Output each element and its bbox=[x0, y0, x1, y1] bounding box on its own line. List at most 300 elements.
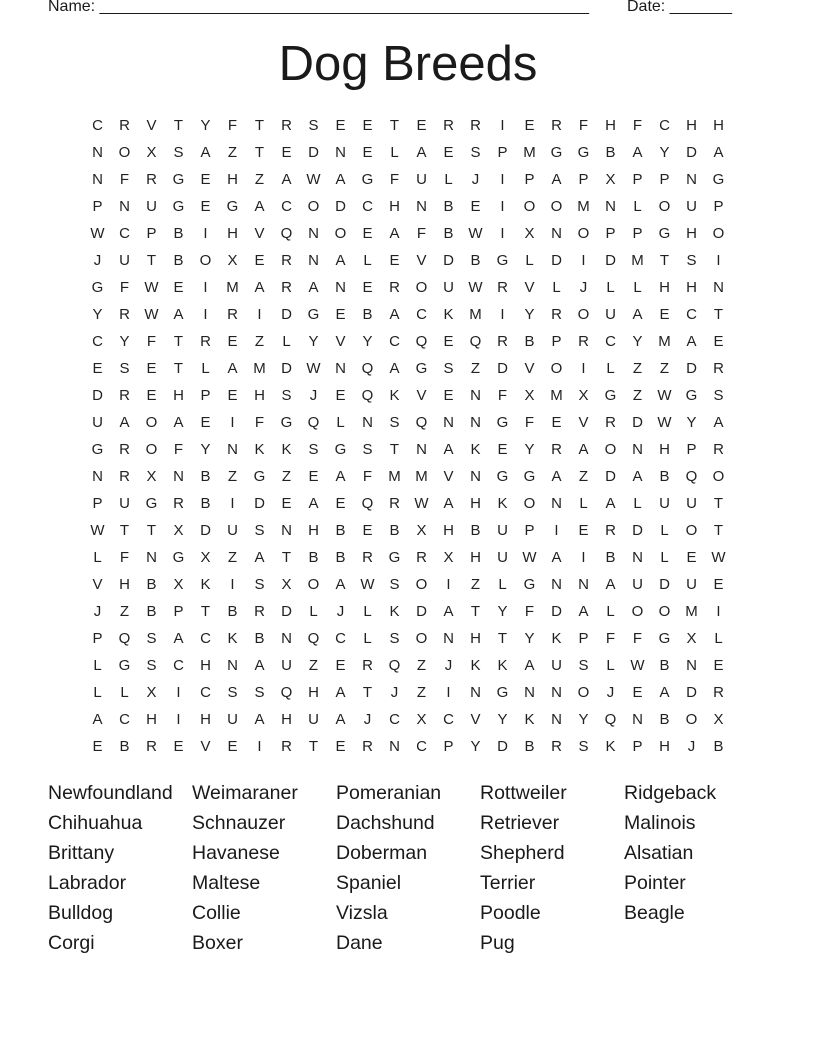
grid-letter: E bbox=[713, 576, 724, 593]
grid-letter: E bbox=[497, 441, 508, 458]
word-list-item: Malinois bbox=[624, 812, 696, 834]
grid-letter: B bbox=[659, 468, 670, 485]
grid-letter: D bbox=[605, 468, 616, 485]
grid-letter: I bbox=[500, 306, 505, 323]
grid-letter: E bbox=[335, 117, 346, 134]
grid-letter: R bbox=[389, 495, 400, 512]
grid-letter: C bbox=[443, 711, 454, 728]
grid-letter: A bbox=[308, 495, 319, 512]
grid-letter: S bbox=[146, 657, 157, 674]
grid-letter: N bbox=[389, 738, 400, 755]
grid-letter: D bbox=[632, 522, 643, 539]
word-list-item: Poodle bbox=[480, 902, 541, 924]
grid-letter: N bbox=[470, 414, 481, 431]
word-list-item: Alsatian bbox=[624, 842, 694, 864]
page-title: Dog Breeds bbox=[278, 37, 538, 91]
grid-letter: L bbox=[579, 495, 588, 512]
grid-letter: G bbox=[226, 198, 239, 215]
grid-letter: T bbox=[713, 522, 724, 539]
grid-letter: E bbox=[524, 117, 535, 134]
grid-letter: X bbox=[146, 684, 157, 701]
grid-letter: Q bbox=[388, 657, 401, 674]
grid-letter: R bbox=[713, 360, 724, 377]
grid-letter: V bbox=[524, 279, 535, 296]
grid-letter: R bbox=[713, 441, 724, 458]
grid-letter: G bbox=[685, 387, 698, 404]
grid-letter: P bbox=[92, 630, 103, 647]
grid-letter: G bbox=[172, 549, 185, 566]
grid-letter: H bbox=[659, 279, 670, 296]
grid-letter: D bbox=[497, 360, 508, 377]
grid-letter: C bbox=[362, 198, 373, 215]
grid-letter: A bbox=[389, 225, 400, 242]
grid-letter: D bbox=[686, 684, 697, 701]
grid-letter: Z bbox=[632, 387, 643, 404]
grid-letter: I bbox=[500, 171, 505, 188]
grid-letter: P bbox=[443, 738, 454, 755]
grid-letter: O bbox=[658, 198, 671, 215]
grid-letter: B bbox=[146, 576, 157, 593]
grid-letter: Q bbox=[361, 387, 374, 404]
grid-letter: F bbox=[119, 171, 130, 188]
grid-letter: T bbox=[173, 117, 184, 134]
grid-letter: F bbox=[524, 603, 535, 620]
grid-letter: R bbox=[173, 495, 184, 512]
grid-letter: V bbox=[416, 252, 427, 269]
grid-letter: A bbox=[92, 711, 103, 728]
grid-letter: D bbox=[686, 360, 697, 377]
grid-letter: A bbox=[281, 171, 292, 188]
grid-letter: L bbox=[444, 171, 453, 188]
grid-letter: M bbox=[388, 468, 401, 485]
grid-letter: H bbox=[173, 387, 184, 404]
grid-letter: S bbox=[686, 252, 697, 269]
grid-letter: N bbox=[686, 657, 697, 674]
grid-letter: Z bbox=[254, 171, 265, 188]
grid-letter: X bbox=[524, 387, 535, 404]
grid-letter: I bbox=[554, 522, 559, 539]
grid-letter: L bbox=[363, 252, 372, 269]
word-list-item: Corgi bbox=[48, 932, 95, 954]
grid-letter: R bbox=[146, 738, 157, 755]
grid-letter: G bbox=[280, 414, 293, 431]
grid-letter: O bbox=[415, 279, 428, 296]
grid-letter: A bbox=[713, 414, 724, 431]
grid-letter: F bbox=[119, 549, 130, 566]
grid-letter: G bbox=[496, 414, 509, 431]
grid-letter: X bbox=[173, 522, 184, 539]
word-list-item: Ridgeback bbox=[624, 782, 717, 804]
grid-letter: U bbox=[281, 657, 292, 674]
grid-letter: A bbox=[416, 144, 427, 161]
grid-letter: A bbox=[173, 306, 184, 323]
grid-letter: S bbox=[308, 117, 319, 134]
grid-letter: N bbox=[632, 441, 643, 458]
grid-letter: U bbox=[92, 414, 103, 431]
grid-letter: I bbox=[176, 684, 181, 701]
grid-letter: S bbox=[254, 684, 265, 701]
grid-letter: E bbox=[254, 252, 265, 269]
grid-letter: E bbox=[335, 657, 346, 674]
grid-letter: B bbox=[254, 630, 265, 647]
grid-letter: D bbox=[686, 144, 697, 161]
grid-letter: N bbox=[308, 252, 319, 269]
grid-letter: F bbox=[578, 117, 589, 134]
grid-letter: X bbox=[173, 576, 184, 593]
grid-letter: X bbox=[227, 252, 238, 269]
grid-letter: B bbox=[659, 657, 670, 674]
grid-letter: A bbox=[632, 468, 643, 485]
grid-letter: N bbox=[92, 144, 103, 161]
grid-letter: N bbox=[227, 441, 238, 458]
grid-letter: O bbox=[550, 360, 563, 377]
grid-letter: A bbox=[389, 306, 400, 323]
grid-letter: E bbox=[173, 738, 184, 755]
grid-letter: H bbox=[281, 711, 292, 728]
grid-letter: I bbox=[500, 117, 505, 134]
word-list-item: Rottweiler bbox=[480, 782, 567, 804]
grid-letter: H bbox=[686, 225, 697, 242]
grid-letter: L bbox=[606, 279, 615, 296]
grid-letter: K bbox=[524, 711, 535, 728]
grid-letter: T bbox=[713, 306, 724, 323]
grid-letter: U bbox=[227, 711, 238, 728]
grid-letter: V bbox=[524, 360, 535, 377]
grid-letter: M bbox=[658, 333, 671, 350]
grid-letter: N bbox=[551, 576, 562, 593]
grid-letter: W bbox=[657, 387, 672, 404]
grid-letter: L bbox=[606, 360, 615, 377]
grid-letter: M bbox=[577, 198, 590, 215]
grid-letter: E bbox=[227, 333, 238, 350]
grid-letter: I bbox=[446, 576, 451, 593]
grid-letter: S bbox=[470, 144, 481, 161]
grid-letter: W bbox=[144, 306, 159, 323]
grid-letter: A bbox=[632, 306, 643, 323]
grid-letter: A bbox=[551, 468, 562, 485]
grid-letter: I bbox=[230, 414, 235, 431]
grid-letter: O bbox=[523, 198, 536, 215]
grid-letter: G bbox=[118, 657, 131, 674]
grid-letter: W bbox=[468, 279, 483, 296]
grid-letter: M bbox=[469, 306, 482, 323]
grid-letter: C bbox=[416, 306, 427, 323]
grid-letter: R bbox=[551, 738, 562, 755]
grid-letter: N bbox=[632, 711, 643, 728]
grid-letter: I bbox=[230, 495, 235, 512]
grid-letter: F bbox=[416, 225, 427, 242]
grid-letter: G bbox=[604, 387, 617, 404]
grid-letter: R bbox=[200, 333, 211, 350]
grid-letter: R bbox=[227, 306, 238, 323]
grid-letter: O bbox=[415, 576, 428, 593]
grid-letter: A bbox=[335, 468, 346, 485]
grid-letter: P bbox=[632, 738, 643, 755]
grid-letter: Q bbox=[280, 225, 293, 242]
grid-letter: Q bbox=[118, 630, 131, 647]
word-list-item: Bulldog bbox=[48, 902, 114, 924]
grid-letter: K bbox=[470, 441, 481, 458]
grid-letter: F bbox=[605, 630, 616, 647]
grid-letter: A bbox=[551, 549, 562, 566]
grid-letter: Z bbox=[470, 360, 481, 377]
grid-letter: H bbox=[227, 171, 238, 188]
grid-letter: G bbox=[550, 144, 563, 161]
grid-letter: P bbox=[713, 198, 724, 215]
grid-letter: P bbox=[578, 171, 589, 188]
word-list-item: Dane bbox=[336, 932, 383, 954]
grid-letter: Y bbox=[524, 441, 535, 458]
grid-letter: R bbox=[551, 306, 562, 323]
word-list-item: Newfoundland bbox=[48, 782, 173, 804]
grid-letter: J bbox=[363, 711, 372, 728]
grid-letter: I bbox=[203, 225, 208, 242]
grid-letter: A bbox=[335, 252, 346, 269]
grid-letter: D bbox=[605, 252, 616, 269]
grid-letter: S bbox=[227, 684, 238, 701]
grid-letter: B bbox=[605, 144, 616, 161]
grid-letter: S bbox=[389, 576, 400, 593]
grid-letter: L bbox=[660, 522, 669, 539]
grid-letter: O bbox=[415, 630, 428, 647]
grid-letter: D bbox=[308, 144, 319, 161]
grid-letter: K bbox=[470, 657, 481, 674]
grid-letter: I bbox=[500, 225, 505, 242]
grid-letter: V bbox=[443, 468, 454, 485]
grid-letter: F bbox=[254, 414, 265, 431]
grid-letter: B bbox=[389, 522, 400, 539]
grid-letter: Y bbox=[632, 333, 643, 350]
grid-letter: T bbox=[362, 684, 373, 701]
grid-letter: P bbox=[92, 495, 103, 512]
grid-letter: G bbox=[577, 144, 590, 161]
grid-letter: S bbox=[281, 387, 292, 404]
grid-letter: E bbox=[551, 414, 562, 431]
grid-letter: C bbox=[173, 657, 184, 674]
grid-letter: Y bbox=[470, 738, 481, 755]
grid-letter: Z bbox=[578, 468, 589, 485]
grid-letter: A bbox=[632, 144, 643, 161]
grid-letter: J bbox=[687, 738, 696, 755]
grid-letter: A bbox=[254, 549, 265, 566]
grid-letter: D bbox=[551, 603, 562, 620]
grid-letter: W bbox=[468, 225, 483, 242]
grid-letter: Q bbox=[280, 684, 293, 701]
grid-letter: X bbox=[605, 171, 616, 188]
grid-letter: B bbox=[146, 603, 157, 620]
grid-letter: N bbox=[416, 198, 427, 215]
grid-letter: U bbox=[119, 252, 130, 269]
grid-letter: X bbox=[686, 630, 697, 647]
grid-letter: V bbox=[335, 333, 346, 350]
grid-letter: E bbox=[146, 387, 157, 404]
grid-letter: D bbox=[92, 387, 103, 404]
grid-letter: G bbox=[334, 441, 347, 458]
grid-letter: O bbox=[550, 198, 563, 215]
grid-letter: N bbox=[524, 684, 535, 701]
grid-letter: Z bbox=[254, 333, 265, 350]
grid-letter: O bbox=[712, 468, 725, 485]
grid-letter: Z bbox=[227, 468, 238, 485]
grid-letter: E bbox=[443, 144, 454, 161]
grid-letter: I bbox=[203, 306, 208, 323]
grid-letter: V bbox=[578, 414, 589, 431]
grid-letter: H bbox=[146, 711, 157, 728]
grid-letter: B bbox=[524, 738, 535, 755]
grid-letter: N bbox=[173, 468, 184, 485]
grid-letter: U bbox=[227, 522, 238, 539]
grid-letter: T bbox=[389, 117, 400, 134]
grid-letter: P bbox=[632, 225, 643, 242]
grid-letter: E bbox=[335, 387, 346, 404]
grid-letter: H bbox=[200, 657, 211, 674]
grid-letter: L bbox=[390, 144, 399, 161]
grid-letter: L bbox=[633, 495, 642, 512]
grid-letter: J bbox=[444, 657, 453, 674]
grid-letter: F bbox=[632, 630, 643, 647]
grid-letter: S bbox=[308, 441, 319, 458]
grid-letter: K bbox=[200, 576, 211, 593]
grid-letter: C bbox=[416, 738, 427, 755]
grid-letter: G bbox=[658, 225, 671, 242]
grid-letter: T bbox=[470, 603, 481, 620]
grid-letter: Q bbox=[361, 495, 374, 512]
grid-letter: N bbox=[551, 711, 562, 728]
grid-letter: E bbox=[335, 306, 346, 323]
grid-letter: W bbox=[90, 225, 105, 242]
grid-letter: E bbox=[227, 387, 238, 404]
grid-letter: D bbox=[497, 738, 508, 755]
grid-letter: A bbox=[605, 576, 616, 593]
grid-letter: Y bbox=[524, 306, 535, 323]
grid-letter: A bbox=[578, 441, 589, 458]
grid-letter: R bbox=[605, 522, 616, 539]
grid-letter: F bbox=[146, 333, 157, 350]
grid-letter: I bbox=[230, 576, 235, 593]
grid-letter: E bbox=[146, 360, 157, 377]
grid-letter: P bbox=[551, 333, 562, 350]
grid-letter: B bbox=[227, 603, 238, 620]
grid-letter: R bbox=[254, 603, 265, 620]
grid-letter: S bbox=[578, 657, 589, 674]
grid-letter: U bbox=[146, 198, 157, 215]
grid-letter: Q bbox=[307, 414, 320, 431]
grid-letter: Z bbox=[281, 468, 292, 485]
grid-letter: N bbox=[470, 387, 481, 404]
grid-letter: Z bbox=[308, 657, 319, 674]
word-list-item: Shepherd bbox=[480, 842, 565, 864]
grid-letter: G bbox=[496, 468, 509, 485]
grid-letter: N bbox=[335, 360, 346, 377]
grid-letter: K bbox=[254, 441, 265, 458]
grid-letter: A bbox=[173, 630, 184, 647]
grid-letter: E bbox=[362, 279, 373, 296]
grid-letter: O bbox=[334, 225, 347, 242]
grid-letter: T bbox=[659, 252, 670, 269]
grid-letter: A bbox=[173, 414, 184, 431]
grid-letter: W bbox=[414, 495, 429, 512]
grid-letter: P bbox=[524, 171, 535, 188]
grid-letter: N bbox=[470, 684, 481, 701]
grid-letter: W bbox=[144, 279, 159, 296]
word-search-grid bbox=[84, 112, 732, 760]
grid-letter: X bbox=[281, 576, 292, 593]
word-list-item: Spaniel bbox=[336, 872, 402, 894]
grid-letter: O bbox=[577, 225, 590, 242]
grid-letter: E bbox=[92, 360, 103, 377]
grid-letter: H bbox=[470, 495, 481, 512]
grid-letter: M bbox=[415, 468, 428, 485]
grid-letter: H bbox=[254, 387, 265, 404]
grid-letter: G bbox=[91, 279, 104, 296]
grid-letter: B bbox=[119, 738, 130, 755]
grid-letter: O bbox=[631, 603, 644, 620]
grid-letter: Y bbox=[362, 333, 373, 350]
word-list-item: Dachshund bbox=[336, 812, 435, 834]
grid-letter: U bbox=[659, 495, 670, 512]
grid-letter: Y bbox=[92, 306, 103, 323]
grid-letter: A bbox=[443, 603, 454, 620]
grid-letter: Y bbox=[524, 630, 535, 647]
grid-letter: D bbox=[659, 576, 670, 593]
grid-letter: E bbox=[281, 144, 292, 161]
grid-letter: U bbox=[119, 495, 130, 512]
grid-letter: R bbox=[281, 279, 292, 296]
grid-letter: V bbox=[470, 711, 481, 728]
grid-letter: R bbox=[119, 468, 130, 485]
word-list-item: Doberman bbox=[336, 842, 428, 864]
grid-letter: K bbox=[497, 495, 508, 512]
grid-letter: N bbox=[146, 549, 157, 566]
grid-letter: X bbox=[443, 549, 454, 566]
grid-letter: A bbox=[308, 279, 319, 296]
grid-letter: Y bbox=[659, 144, 670, 161]
grid-letter: L bbox=[120, 684, 129, 701]
grid-letter: E bbox=[200, 198, 211, 215]
grid-letter: T bbox=[173, 333, 184, 350]
grid-letter: N bbox=[119, 198, 130, 215]
grid-letter: N bbox=[551, 495, 562, 512]
grid-letter: T bbox=[146, 252, 157, 269]
grid-letter: Z bbox=[416, 684, 427, 701]
grid-letter: L bbox=[606, 657, 615, 674]
grid-letter: Q bbox=[469, 333, 482, 350]
grid-letter: F bbox=[497, 387, 508, 404]
grid-letter: S bbox=[578, 738, 589, 755]
grid-letter: J bbox=[471, 171, 480, 188]
grid-letter: R bbox=[146, 171, 157, 188]
grid-letter: A bbox=[335, 711, 346, 728]
grid-letter: B bbox=[362, 306, 373, 323]
grid-letter: Y bbox=[200, 117, 211, 134]
grid-letter: S bbox=[389, 414, 400, 431]
grid-letter: E bbox=[362, 117, 373, 134]
grid-letter: R bbox=[281, 252, 292, 269]
grid-letter: B bbox=[713, 738, 724, 755]
grid-letter: C bbox=[92, 333, 103, 350]
grid-letter: G bbox=[172, 198, 185, 215]
grid-letter: A bbox=[227, 360, 238, 377]
grid-letter: S bbox=[146, 630, 157, 647]
grid-letter: P bbox=[524, 522, 535, 539]
grid-letter: K bbox=[497, 657, 508, 674]
grid-letter: N bbox=[443, 630, 454, 647]
grid-letter: R bbox=[605, 414, 616, 431]
grid-letter: B bbox=[173, 225, 184, 242]
grid-letter: G bbox=[496, 252, 509, 269]
grid-letter: P bbox=[659, 171, 670, 188]
grid-letter: K bbox=[389, 387, 400, 404]
